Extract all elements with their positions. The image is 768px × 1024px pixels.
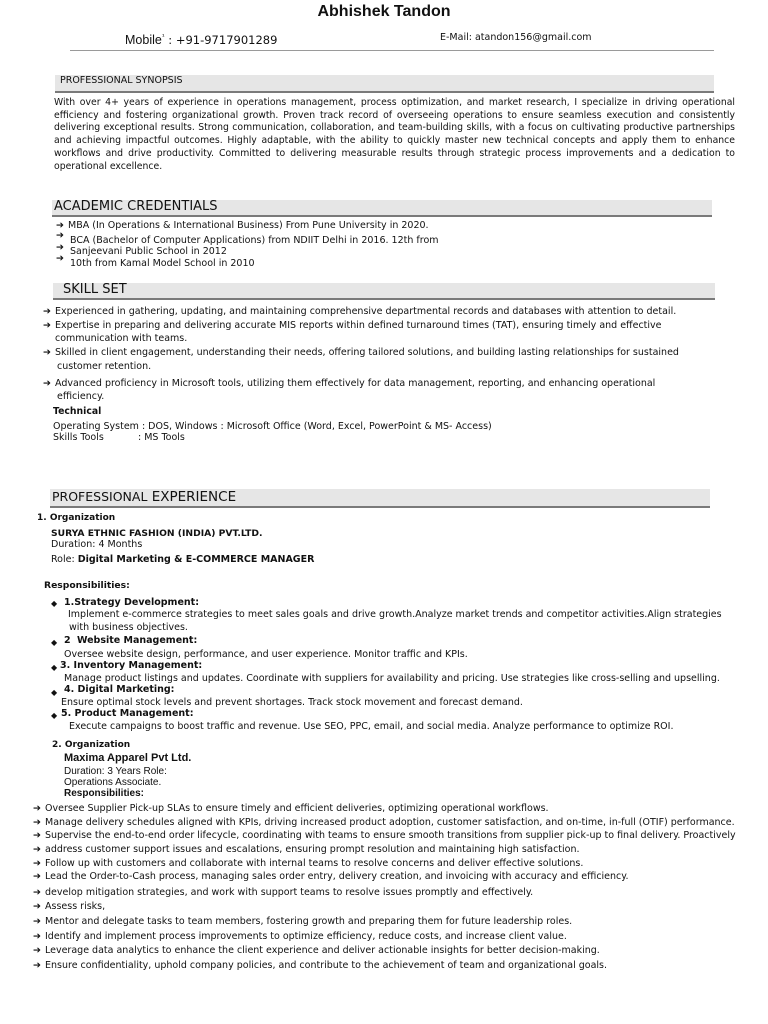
- org1-company: SURYA ETHNIC FASHION (INDIA) PVT.LTD.: [51, 528, 263, 539]
- resp-text: Execute campaigns to boost traffic and revenue. Use SEO, PPC, email, and social media. Analyze performance to optimize ROI.: [69, 721, 674, 732]
- academic-line: Sanjeevani Public School in 2012: [70, 246, 227, 257]
- resp-text: Oversee website design, performance, and user experience. Monitor traffic and KPIs.: [64, 649, 468, 660]
- arrow-icon: ➔: [33, 817, 41, 828]
- skill-item: Expertise in preparing and delivering accurate MIS reports within defined turnaround times (TAT), ensuring timely and effective: [55, 320, 662, 331]
- org2-duration: Duration: 3 Years Role:: [64, 766, 167, 777]
- tools-value: : MS Tools: [138, 432, 185, 443]
- header-divider: [70, 50, 714, 51]
- arrow-icon: ➔: [33, 803, 41, 814]
- arrow-icon: ➔: [33, 887, 41, 898]
- tools-label: Skills Tools: [53, 432, 104, 443]
- mobile-value: : +91-9717901289: [168, 33, 278, 47]
- org1-heading: 1. Organization: [37, 513, 116, 523]
- org2-item: Oversee Supplier Pick-up SLAs to ensure timely and efficient deliveries, optimizing operational workflows.: [45, 803, 549, 814]
- resp-text: Ensure optimal stock levels and prevent shortages. Track stock movement and forecast demand.: [61, 697, 523, 708]
- os-line: Operating System : DOS, Windows : Microsoft Office (Word, Excel, PowerPoint & MS- Access): [53, 421, 492, 432]
- org2-role: Operations Associate.: [64, 777, 162, 788]
- academic-heading-bar: [52, 200, 712, 217]
- synopsis-heading-bar: [55, 75, 714, 93]
- mobile-line: [125, 33, 277, 47]
- academic-line: BCA (Bachelor of Computer Applications) from NDIIT Delhi in 2016. 12th from: [70, 235, 439, 246]
- skill-item: customer retention.: [57, 361, 152, 372]
- technical-label: Technical: [53, 406, 102, 417]
- resp-text: with business objectives.: [69, 622, 188, 633]
- org2-item: address customer support issues and escalations, ensuring prompt resolution and maintaining high satisfaction.: [45, 844, 580, 855]
- org2-item: develop mitigation strategies, and work with support teams to resolve issues promptly and effectively.: [45, 887, 534, 898]
- arrow-icon: ➔: [33, 901, 41, 912]
- skills-title: SKILL SET: [63, 282, 127, 297]
- arrow-icon: ➔: [33, 871, 41, 882]
- org2-item: Identify and implement process improvements to optimize efficiency, reduce costs, and increase client value.: [45, 931, 567, 942]
- mobile-label: Mobile: [125, 33, 162, 47]
- skill-item: communication with teams.: [55, 333, 188, 344]
- skill-item: Experienced in gathering, updating, and maintaining comprehensive departmental records and databases with attention to detail.: [55, 306, 677, 317]
- org2-item: Lead the Order-to-Cash process, managing sales order entry, delivery creation, and invoicing with accuracy and efficiency.: [45, 871, 629, 882]
- bullet-icon: ◆: [51, 711, 58, 720]
- arrow-icon: ➔: [33, 931, 41, 942]
- arrow-icon: ➔: [43, 378, 51, 389]
- academic-line: 10th from Kamal Model School in 2010: [70, 258, 255, 269]
- arrow-icon: ➔: [33, 945, 41, 956]
- org1-duration: Duration: 4 Months: [51, 539, 143, 550]
- academic-title: ACADEMIC CREDENTIALS: [54, 199, 218, 214]
- resp-title: 1.Strategy Development:: [64, 597, 199, 608]
- resp-title: 3. Inventory Management:: [60, 660, 203, 671]
- skill-item: Skilled in client engagement, understanding their needs, offering tailored solutions, and building lasting relationships for sustained: [55, 347, 679, 358]
- bullet-icon: ◆: [51, 663, 58, 672]
- candidate-name: Abhishek Tandon: [317, 3, 451, 20]
- mobile-sup: ¹: [161, 33, 165, 42]
- arrow-icon: ➔: [56, 253, 64, 264]
- academic-line: MBA (In Operations & International Business) From Pune University in 2020.: [68, 220, 429, 231]
- resp-title: 5. Product Management:: [61, 708, 194, 719]
- bullet-icon: ◆: [51, 599, 58, 608]
- org2-item: Manage delivery schedules aligned with KPIs, driving increased product adoption, customer satisfaction, and on-time, in-full (OTIF) performance.: [45, 817, 735, 828]
- org2-item: Follow up with customers and collaborate with internal teams to resolve concerns and deliver effective solutions.: [45, 858, 584, 869]
- resp-text: Implement e-commerce strategies to meet sales goals and drive growth.Analyze market trends and competitor activities.Align strategies: [68, 609, 722, 620]
- org1-responsibilities-label: Responsibilities:: [44, 580, 130, 591]
- org2-company: Maxima Apparel Pvt Ltd.: [64, 752, 192, 764]
- arrow-icon: ➔: [43, 347, 51, 358]
- arrow-icon: ➔: [56, 220, 64, 231]
- experience-title: PROFESSIONAL EXPERIENCE: [52, 489, 237, 505]
- email-line[interactable]: E-Mail: atandon156@gmail.com: [440, 32, 592, 43]
- arrow-icon: ➔: [33, 916, 41, 927]
- arrow-icon: ➔: [43, 320, 51, 331]
- synopsis-title: PROFESSIONAL SYNOPSIS: [60, 75, 183, 86]
- org2-item: Mentor and delegate tasks to team members, fostering growth and preparing them for future leadership roles.: [45, 916, 573, 927]
- arrow-icon: ➔: [56, 242, 64, 253]
- org2-item: Assess risks,: [45, 901, 106, 912]
- arrow-icon: ➔: [33, 844, 41, 855]
- bullet-icon: ◆: [51, 688, 58, 697]
- arrow-icon: ➔: [33, 960, 41, 971]
- org2-item: Ensure confidentiality, uphold company policies, and contribute to the achievement of team and organizational goals.: [45, 960, 608, 971]
- skills-heading-bar: [53, 283, 715, 300]
- org2-item: Leverage data analytics to enhance the client experience and deliver actionable insights for better decision-making.: [45, 945, 600, 956]
- experience-heading-bar: [50, 489, 710, 508]
- org2-heading: 2. Organization: [52, 740, 131, 750]
- resp-title: 4. Digital Marketing:: [64, 684, 175, 695]
- arrow-icon: ➔: [43, 306, 51, 317]
- org2-responsibilities-label: Responsibilities:: [64, 788, 145, 799]
- skill-item: Advanced proficiency in Microsoft tools, utilizing them effectively for data management, reporting, and enhancing operational: [55, 378, 656, 389]
- org1-role: Role: Digital Marketing & E-COMMERCE MANAGER: [51, 554, 315, 565]
- arrow-icon: ➔: [33, 858, 41, 869]
- org2-item: Supervise the end-to-end order lifecycle, coordinating with teams to ensure smooth transitions from supplier pick-up to final delivery. Proactively: [45, 830, 736, 841]
- arrow-icon: ➔: [56, 230, 64, 241]
- resp-text: Manage product listings and updates. Coordinate with suppliers for availability and pricing. Use strategies like cross-selling and upselling.: [64, 673, 720, 684]
- synopsis-text: With over 4+ years of experience in operations management, process optimization, and market research, I specialize in driving operational efficiency and fostering organizational growth. Proven track record of overseeing operations to ensure seamless execution and consistently delivering exceptional results. Strong communication, collaboration, and team-building skills, with a focus on cultivating productive partnerships and achieving impactful outcomes. Highly adaptable, with the ability to quickly master new technical concepts and apply them to enhance workflows and drive productivity. Committed to delivering measurable results through strategic process improvements and a dedication to operational excellence.: [54, 97, 735, 172]
- skill-item: efficiency.: [57, 391, 105, 402]
- arrow-icon: ➔: [33, 830, 41, 841]
- resp-title: 2 Website Management:: [64, 635, 198, 646]
- bullet-icon: ◆: [51, 638, 58, 647]
